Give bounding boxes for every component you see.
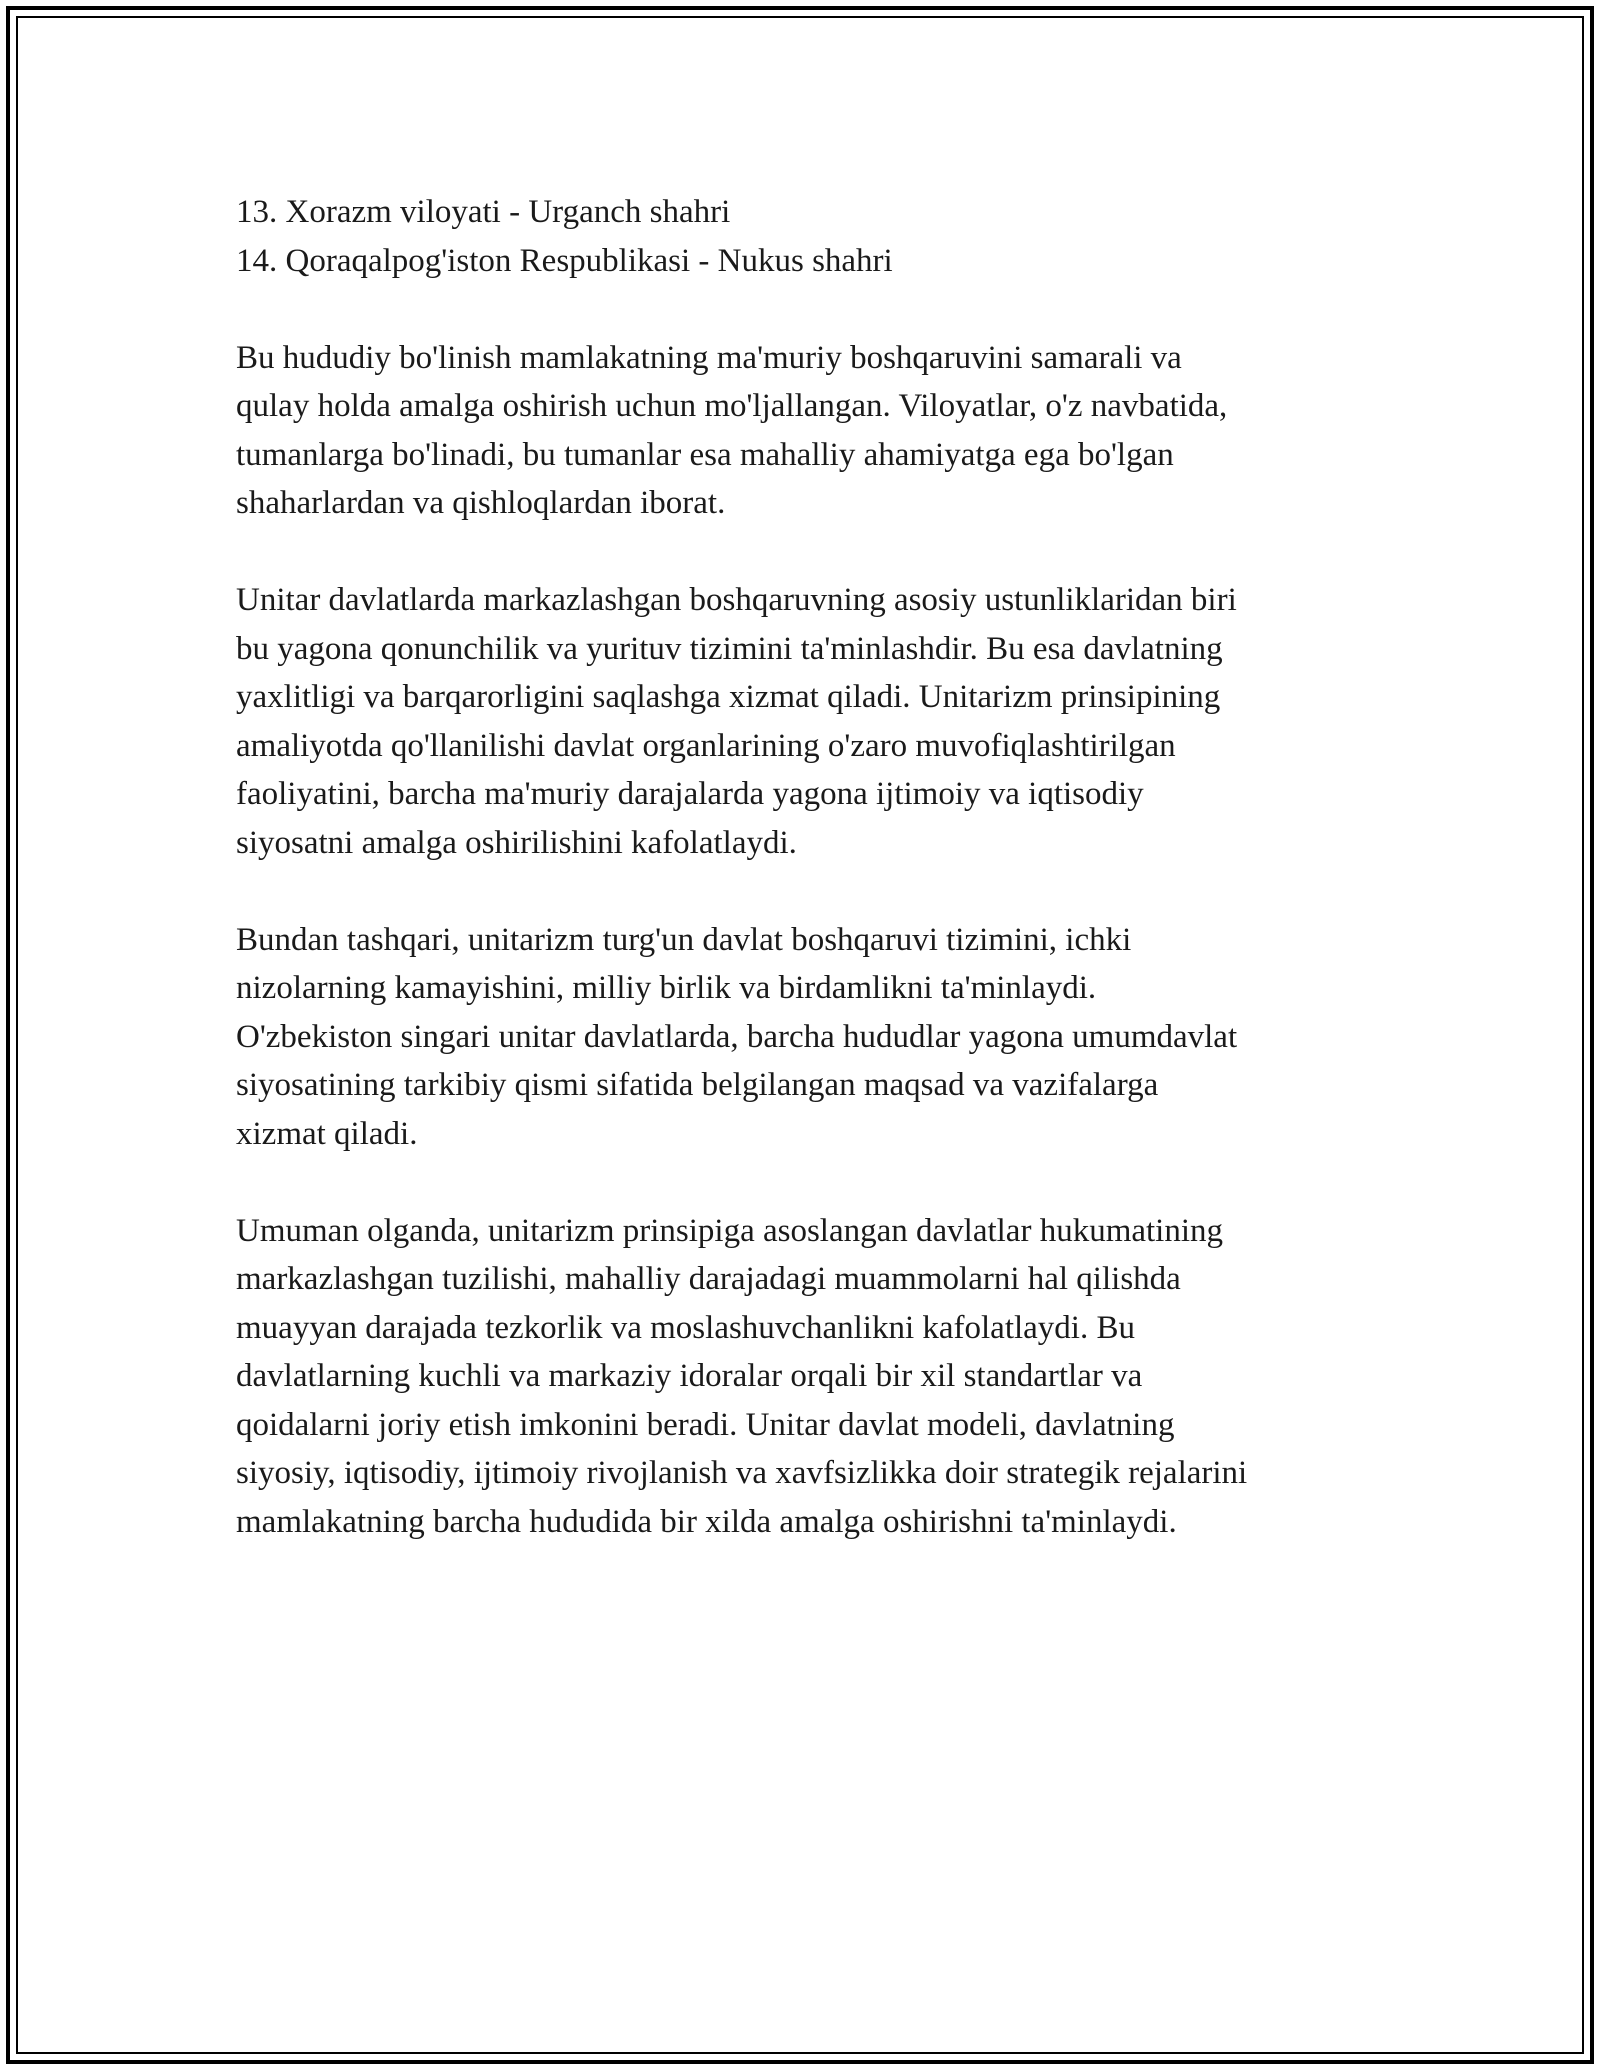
paragraph-conclusion — [236, 1207, 1386, 1547]
paragraph-stability — [236, 916, 1386, 1159]
paragraph-line: markazlashgan tuzilishi, mahalliy darajadagi muammolarni hal qilishda — [236, 1261, 1181, 1297]
paragraph-line: yaxlitligi va barqarorligini saqlashga xizmat qiladi. Unitarizm prinsipining — [236, 679, 1221, 715]
region-list — [236, 188, 1386, 285]
paragraph-line: qoidalarni joriy etish imkonini beradi. Unitar davlat modeli, davlatning — [236, 1406, 1175, 1443]
paragraph-line: shaharlardan va qishloqlardan iborat. — [236, 485, 726, 521]
paragraph-line: O'zbekiston singari unitar davlatlarda, barcha hududlar yagona umumdavlat — [236, 1018, 1238, 1055]
paragraph-line: Umuman olganda, unitarizm prinsipiga asoslangan davlatlar hukumatining — [236, 1212, 1224, 1249]
paragraph-line: faoliyatini, barcha ma'muriy darajalarda yagona ijtimoiy va iqtisodiy — [236, 776, 1144, 812]
paragraph-line: mamlakatning barcha hududida bir xilda amalga oshirishni ta'minlaydi. — [236, 1503, 1177, 1540]
paragraph-line: qulay holda amalga oshirish uchun mo'ljallangan. Viloyatlar, o'z navbatida, — [236, 388, 1228, 424]
list-item: 13. Xorazm viloyati - Urganch shahri — [236, 194, 731, 230]
document-body — [236, 188, 1386, 1595]
paragraph-line: siyosatni amalga oshirilishini kafolatlaydi. — [236, 824, 797, 861]
paragraph-line: siyosiy, iqtisodiy, ijtimoiy rivojlanish va xavfsizlikka doir strategik rejalarini — [236, 1455, 1248, 1491]
paragraph-line: siyosatining tarkibiy qismi sifatida belgilangan maqsad va vazifalarga — [236, 1067, 1159, 1103]
paragraph-line: xizmat qiladi. — [236, 1115, 418, 1152]
list-item: 14. Qoraqalpog'iston Respublikasi - Nukus shahri — [236, 242, 893, 279]
paragraph-line: Bundan tashqari, unitarizm turg'un davlat boshqaruvi tizimini, ichki — [236, 921, 1132, 958]
paragraph-line: Bu hududiy bo'linish mamlakatning ma'muriy boshqaruvini samarali va — [236, 339, 1182, 376]
paragraph-line: tumanlarga bo'linadi, bu tumanlar esa mahalliy ahamiyatga ega bo'lgan — [236, 436, 1174, 473]
paragraph-line: amaliyotda qo'llanilishi davlat organlarining o'zaro muvofiqlashtirilgan — [236, 727, 1176, 764]
paragraph-administrative-division — [236, 334, 1386, 528]
paragraph-line: Unitar davlatlarda markazlashgan boshqaruvning asosiy ustunliklaridan biri — [236, 582, 1237, 618]
paragraph-line: muayyan darajada tezkorlik va moslashuvchanlikni kafolatlaydi. Bu — [236, 1309, 1135, 1346]
paragraph-centralized-governance — [236, 576, 1386, 867]
paragraph-line: nizolarning kamayishini, milliy birlik va birdamlikni ta'minlaydi. — [236, 970, 1097, 1006]
paragraph-line: davlatlarning kuchli va markaziy idoralar orqali bir xil standartlar va — [236, 1358, 1143, 1394]
paragraph-line: bu yagona qonunchilik va yurituv tizimini ta'minlashdir. Bu esa davlatning — [236, 630, 1223, 667]
